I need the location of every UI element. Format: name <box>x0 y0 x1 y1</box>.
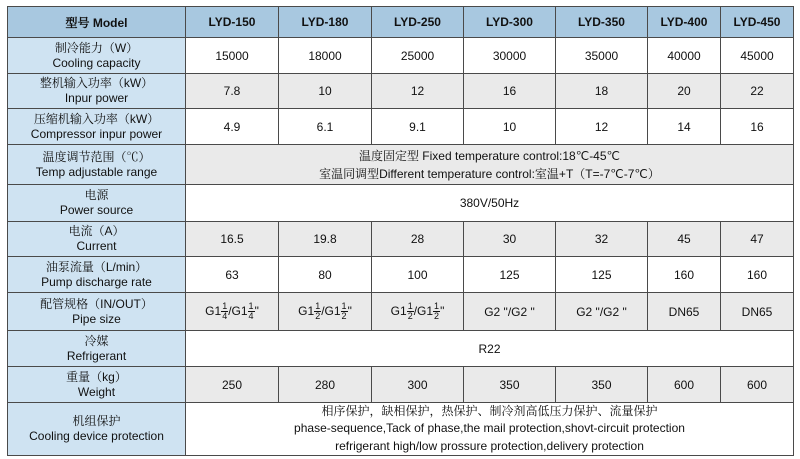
row-label <box>8 257 186 293</box>
temp-fixed-line: 温度固定型 Fixed temperature control:18℃-45℃ <box>358 148 621 163</box>
row-label-en: Pipe size <box>72 311 121 326</box>
cell-value: 30000 <box>464 38 556 74</box>
header-lyd-150: LYD-150 <box>186 7 279 38</box>
cell-value: 14 <box>648 109 721 145</box>
row-label-en: Pump discharge rate <box>41 274 152 289</box>
cell-value: 32 <box>556 222 648 257</box>
pipe-mid: /G1 <box>413 303 434 318</box>
table-row <box>8 331 794 367</box>
specification-table <box>7 6 794 456</box>
table-row <box>8 109 794 145</box>
pipe-suffix: " <box>254 303 259 318</box>
cell-value: 18000 <box>279 38 372 74</box>
cell-value: 19.8 <box>279 222 372 257</box>
row-label-en: Weight <box>77 384 116 399</box>
row-label <box>8 403 186 456</box>
row-label <box>8 109 186 145</box>
fraction-denominator: 4 <box>222 311 228 321</box>
row-label-cn: 电流（A） <box>68 224 125 238</box>
table-row <box>8 293 794 331</box>
cell-value: 6.1 <box>279 109 372 145</box>
pipe-suffix: " <box>440 303 445 318</box>
row-label-en: Refrigerant <box>66 348 127 363</box>
row-label <box>8 293 186 331</box>
pipe-prefix: G1 <box>390 303 407 318</box>
cell-value: 100 <box>372 257 464 293</box>
table-row <box>8 185 794 222</box>
cell-value: 47 <box>721 222 794 257</box>
row-label <box>8 222 186 257</box>
protection-line-en-1: phase-sequence,Tack of phase,the mail protection,shovt-circuit protection <box>294 421 685 436</box>
cell-value: 4.9 <box>186 109 279 145</box>
table-row <box>8 257 794 293</box>
table-row <box>8 222 794 257</box>
fraction <box>248 302 255 322</box>
cell-value: 125 <box>556 257 648 293</box>
cell-pipe-size <box>186 293 279 331</box>
table-row <box>8 38 794 74</box>
cell-value: DN65 <box>648 293 721 331</box>
cell-value: 16 <box>721 109 794 145</box>
cell-value: 300 <box>372 367 464 403</box>
fraction-numerator: 1 <box>407 300 413 311</box>
header-lyd-180: LYD-180 <box>279 7 372 38</box>
header-lyd-350: LYD-350 <box>556 7 648 38</box>
cell-value: 160 <box>721 257 794 293</box>
cell-value: 7.8 <box>186 74 279 109</box>
row-label <box>8 145 186 185</box>
cell-value: G2 "/G2 " <box>464 293 556 331</box>
cell-value: 350 <box>556 367 648 403</box>
row-label-en: Current <box>76 239 117 253</box>
cell-merged-value <box>186 403 794 456</box>
cell-value: 600 <box>721 367 794 403</box>
cell-value: 63 <box>186 257 279 293</box>
cell-value: 25000 <box>372 38 464 74</box>
cell-value: 12 <box>556 109 648 145</box>
row-label-cn: 重量（kg） <box>66 369 127 384</box>
cell-value: 80 <box>279 257 372 293</box>
header-lyd-450: LYD-450 <box>721 7 794 38</box>
pipe-suffix: " <box>347 303 352 318</box>
cell-value: 280 <box>279 367 372 403</box>
cell-value: 20 <box>648 74 721 109</box>
cell-value: 30 <box>464 222 556 257</box>
row-label-cn: 整机输入功率（kW） <box>39 76 154 90</box>
header-lyd-400: LYD-400 <box>648 7 721 38</box>
fraction-numerator: 1 <box>222 300 228 311</box>
fraction-denominator: 2 <box>407 311 413 321</box>
fraction-denominator: 2 <box>434 311 440 321</box>
cell-value: 125 <box>464 257 556 293</box>
cell-value: 10 <box>279 74 372 109</box>
table-row <box>8 145 794 185</box>
cell-value: 16.5 <box>186 222 279 257</box>
fraction <box>341 302 348 322</box>
cell-pipe-size <box>372 293 464 331</box>
cell-value: 250 <box>186 367 279 403</box>
fraction-numerator: 1 <box>315 300 321 311</box>
cell-value: G2 "/G2 " <box>556 293 648 331</box>
cell-value: 160 <box>648 257 721 293</box>
protection-line-en-2: refrigerant high/low prossure protection,delivery protection <box>335 438 644 453</box>
cell-value: 10 <box>464 109 556 145</box>
cell-value: 600 <box>648 367 721 403</box>
cell-merged-value: R22 <box>186 331 794 367</box>
cell-value: 16 <box>464 74 556 109</box>
cell-merged-value: 380V/50Hz <box>186 185 794 222</box>
row-label-cn: 机组保护 <box>72 414 121 429</box>
cell-value: 18 <box>556 74 648 109</box>
row-label <box>8 38 186 74</box>
fraction-numerator: 1 <box>434 300 440 311</box>
row-label-cn: 配管规格（IN/OUT） <box>40 296 153 311</box>
row-label <box>8 185 186 222</box>
row-label-cn: 油泵流量（L/min） <box>45 259 148 274</box>
fraction <box>407 302 414 322</box>
table-row <box>8 403 794 456</box>
cell-merged-value <box>186 145 794 185</box>
header-lyd-250: LYD-250 <box>372 7 464 38</box>
cell-value: 350 <box>464 367 556 403</box>
row-label-en: Cooling capacity <box>52 55 141 70</box>
pipe-prefix: G1 <box>205 303 222 318</box>
row-label <box>8 331 186 367</box>
row-label-en: Temp adjustable range <box>35 164 158 179</box>
table-row <box>8 367 794 403</box>
header-model: 型号 Model <box>8 7 186 38</box>
fraction-numerator: 1 <box>341 300 347 311</box>
protection-line-cn: 相序保护，缺相保护，热保护、制冷剂高低压力保护、流量保护 <box>321 404 658 418</box>
row-label-cn: 制冷能力（W） <box>54 40 139 55</box>
row-label-en: Cooling device protection <box>29 429 164 444</box>
cell-pipe-size <box>279 293 372 331</box>
cell-value: DN65 <box>721 293 794 331</box>
row-label-cn: 冷媒 <box>84 333 109 348</box>
row-label-en: Compressor inpur power <box>30 126 163 141</box>
header-lyd-300: LYD-300 <box>464 7 556 38</box>
row-label-cn: 压缩机输入功率（kW） <box>33 111 160 126</box>
cell-value: 9.1 <box>372 109 464 145</box>
table-header-row <box>8 7 794 38</box>
cell-value: 28 <box>372 222 464 257</box>
row-label-en: Inpur power <box>64 91 129 105</box>
row-label-cn: 电源 <box>84 188 109 202</box>
row-label <box>8 74 186 109</box>
cell-value: 40000 <box>648 38 721 74</box>
cell-value: 22 <box>721 74 794 109</box>
fraction-denominator: 2 <box>341 311 347 321</box>
pipe-mid: /G1 <box>228 303 248 318</box>
fraction-numerator: 1 <box>248 300 254 311</box>
pipe-prefix: G1 <box>298 303 315 318</box>
row-label-cn: 温度调节范围（℃） <box>42 149 151 164</box>
fraction-denominator: 4 <box>248 311 254 321</box>
cell-value: 35000 <box>556 38 648 74</box>
fraction <box>433 302 440 322</box>
pipe-mid: /G1 <box>321 303 341 318</box>
row-label-en: Power source <box>59 203 134 217</box>
cell-value: 45 <box>648 222 721 257</box>
cell-value: 15000 <box>186 38 279 74</box>
cell-value: 12 <box>372 74 464 109</box>
table-row <box>8 74 794 109</box>
cell-value: 45000 <box>721 38 794 74</box>
fraction-denominator: 2 <box>315 311 321 321</box>
temp-different-line: 室温同调型Different temperature control:室温+T（T=-7℃-7℃） <box>319 166 660 181</box>
row-label <box>8 367 186 403</box>
